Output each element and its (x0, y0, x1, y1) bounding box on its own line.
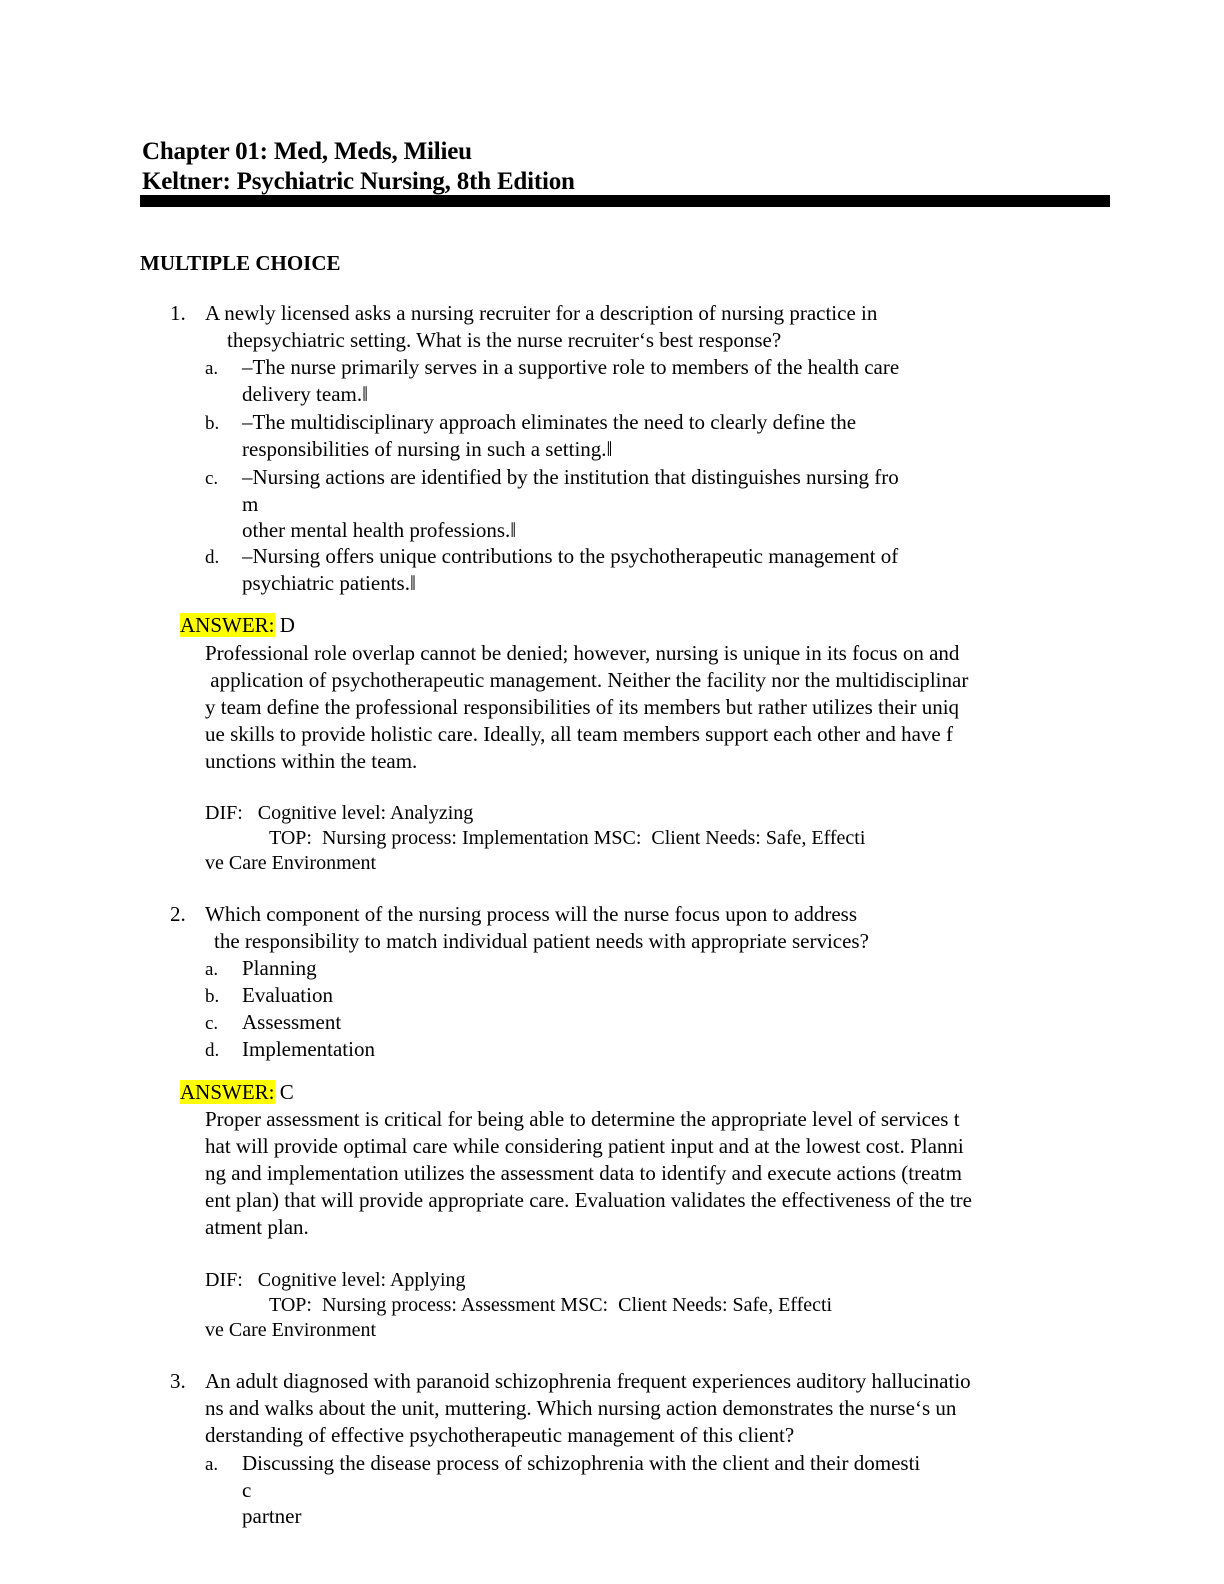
rationale-line: ue skills to provide holistic care. Ideally, all team members support each other and have f (205, 722, 953, 746)
option-letter: d. (205, 547, 220, 568)
option-line: Implementation (242, 1037, 375, 1061)
option-letter: b. (205, 413, 220, 434)
question-number: 3. (170, 1369, 186, 1393)
option-line: responsibilities of nursing in such a setting.‖ (242, 437, 613, 461)
answer-value: C (279, 1080, 294, 1104)
option-letter: b. (205, 986, 220, 1007)
option-letter: a. (205, 358, 219, 379)
option-line: Evaluation (242, 983, 333, 1007)
rationale-line: ent plan) that will provide appropriate care. Evaluation validates the effectiveness of the tre (205, 1188, 972, 1212)
option-letter: d. (205, 1040, 220, 1061)
option-line: Planning (242, 956, 317, 980)
option-line: m (242, 492, 259, 516)
book-title: Keltner: Psychiatric Nursing, 8th Edition (142, 168, 575, 195)
question-stem-line: A newly licensed asks a nursing recruiter for a description of nursing practice in (205, 301, 878, 325)
option-letter: c. (205, 1013, 219, 1034)
answer-line (180, 612, 295, 639)
meta-dif: DIF: Cognitive level: Analyzing (205, 802, 474, 824)
option-line: –Nursing offers unique contributions to the psychotherapeutic management of (242, 544, 899, 568)
question-stem-line: thepsychiatric setting. What is the nurse recruiter‘s best response? (227, 328, 782, 352)
question-number: 2. (170, 902, 186, 926)
answer-label: ANSWER: (180, 613, 275, 637)
question-stem-line: An adult diagnosed with paranoid schizophrenia frequent experiences auditory hallucinatio (205, 1369, 971, 1393)
meta-top-msc: TOP: Nursing process: Implementation MSC: Client Needs: Safe, Effecti (269, 827, 866, 849)
option-line: delivery team.‖ (242, 382, 369, 406)
question-stem-line: the responsibility to match individual patient needs with appropriate services? (214, 929, 869, 953)
rationale-line: y team define the professional responsibilities of its members but rather utilizes their uniq (205, 695, 960, 719)
answer-label: ANSWER: (180, 1080, 275, 1104)
meta-dif: DIF: Cognitive level: Applying (205, 1269, 466, 1291)
option-line: –Nursing actions are identified by the institution that distinguishes nursing fro (242, 465, 899, 489)
question-number: 1. (170, 301, 186, 325)
option-letter: a. (205, 1454, 219, 1475)
option-letter: c. (205, 468, 219, 489)
option-line: c (242, 1478, 252, 1502)
meta-top-msc: TOP: Nursing process: Assessment MSC: Client Needs: Safe, Effecti (269, 1294, 833, 1316)
meta-tail: ve Care Environment (205, 1319, 377, 1341)
rationale-line: unctions within the team. (205, 749, 418, 773)
option-line: –The nurse primarily serves in a supportive role to members of the health care (242, 355, 900, 379)
chapter-title: Chapter 01: Med, Meds, Milieu (142, 138, 472, 165)
option-line: Discussing the disease process of schizophrenia with the client and their domesti (242, 1451, 921, 1475)
rationale-line: application of psychotherapeutic management. Neither the facility nor the multidisciplinar (205, 668, 969, 692)
rationale-line: atment plan. (205, 1215, 309, 1239)
answer-line (180, 1079, 294, 1106)
title-divider (140, 195, 1110, 207)
option-line: –The multidisciplinary approach eliminates the need to clearly define the (242, 410, 857, 434)
option-line: Assessment (242, 1010, 342, 1034)
option-letter: a. (205, 959, 219, 980)
answer-value: D (279, 613, 295, 637)
option-line: psychiatric patients.‖ (242, 571, 416, 595)
option-line: partner (242, 1504, 302, 1528)
rationale-line: Proper assessment is critical for being able to determine the appropriate level of services t (205, 1107, 960, 1131)
section-heading: MULTIPLE CHOICE (140, 251, 341, 275)
question-stem-line: derstanding of effective psychotherapeutic management of this client? (205, 1423, 795, 1447)
rationale-line: hat will provide optimal care while considering patient input and at the lowest cost. Planni (205, 1134, 964, 1158)
meta-tail: ve Care Environment (205, 852, 377, 874)
option-line: other mental health professions.‖ (242, 518, 517, 542)
question-stem-line: ns and walks about the unit, muttering. Which nursing action demonstrates the nurse‘s un (205, 1396, 957, 1420)
rationale-line: ng and implementation utilizes the assessment data to identify and execute actions (treatm (205, 1161, 962, 1185)
rationale-line: Professional role overlap cannot be denied; however, nursing is unique in its focus on and (205, 641, 960, 665)
question-stem-line: Which component of the nursing process will the nurse focus upon to address (205, 902, 858, 926)
